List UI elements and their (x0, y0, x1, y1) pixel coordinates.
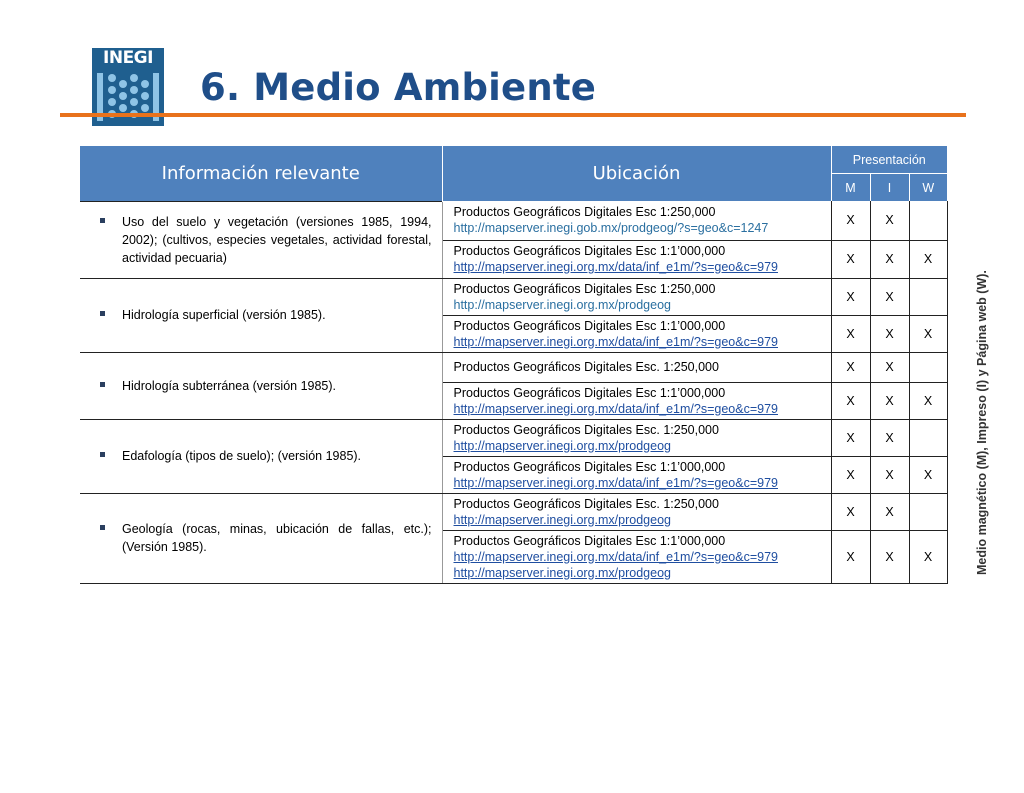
info-cell: Hidrología subterránea (versión 1985). (80, 352, 442, 419)
cell-m: X (831, 419, 870, 456)
cell-i: X (870, 493, 909, 530)
location-cell: Productos Geográficos Digitales Esc. 1:250,000 http://mapserver.inegi.org.mx/prodgeog (442, 493, 831, 530)
cell-w: X (909, 456, 947, 493)
cell-m: X (831, 240, 870, 278)
info-cell: Uso del suelo y vegetación (versiones 1985, 1994, 2002); (cultivos, especies vegetales, actividad forestal, actividad pecuaria) (80, 201, 442, 278)
cell-w: X (909, 240, 947, 278)
location-link[interactable]: http://mapserver.inegi.org.mx/prodgeog (453, 565, 671, 580)
table-body (80, 201, 947, 583)
location-link[interactable]: http://mapserver.inegi.org.mx/data/inf_e1m/?s=geo&c=979 (453, 401, 778, 416)
header-i: I (870, 174, 909, 202)
cell-i: X (870, 278, 909, 315)
table-row (80, 278, 947, 315)
cell-w: X (909, 530, 947, 583)
table-row (80, 201, 947, 240)
location-cell: Productos Geográficos Digitales Esc 1:1’000,000 http://mapserver.inegi.org.mx/data/inf_e1m/?s=geo&c=979 (442, 240, 831, 278)
cell-m: X (831, 315, 870, 352)
location-link[interactable]: http://mapserver.inegi.org.mx/data/inf_e1m/?s=geo&c=979 (453, 549, 778, 564)
table-row (80, 352, 947, 382)
location-cell: Productos Geográficos Digitales Esc 1:1’000,000 http://mapserver.inegi.org.mx/data/inf_e1m/?s=geo&c=979 (442, 456, 831, 493)
location-cell: Productos Geográficos Digitales Esc. 1:250,000 http://mapserver.inegi.org.mx/prodgeog (442, 419, 831, 456)
cell-i: X (870, 315, 909, 352)
location-link[interactable]: http://mapserver.inegi.org.mx/prodgeog (453, 512, 671, 527)
table-row (80, 419, 947, 456)
cell-i: X (870, 382, 909, 419)
environment-table (80, 146, 948, 584)
header-info: Información relevante (80, 146, 442, 201)
cell-w (909, 493, 947, 530)
location-cell: Productos Geográficos Digitales Esc 1:1’000,000 http://mapserver.inegi.org.mx/data/inf_e1m/?s=geo&c=979 http://mapserver.inegi.org.mx/prodgeog (442, 530, 831, 583)
location-link[interactable]: http://mapserver.inegi.gob.mx/prodgeog/?s=geo&c=1247 (453, 221, 769, 236)
header-presentacion: Presentación (831, 146, 947, 174)
location-link[interactable]: http://mapserver.inegi.org.mx/data/inf_e1m/?s=geo&c=979 (453, 260, 778, 274)
info-cell: Geología (rocas, minas, ubicación de fallas, etc.); (Versión 1985). (80, 493, 442, 583)
cell-i: X (870, 201, 909, 240)
cell-m: X (831, 493, 870, 530)
info-cell: Hidrología superficial (versión 1985). (80, 278, 442, 352)
cell-w (909, 278, 947, 315)
bullet-icon (100, 525, 105, 530)
cell-i: X (870, 352, 909, 382)
location-link[interactable]: http://mapserver.inegi.org.mx/prodgeog (453, 438, 671, 453)
cell-i: X (870, 240, 909, 278)
bullet-icon (100, 218, 105, 223)
table-row (80, 493, 947, 530)
header-location: Ubicación (442, 146, 831, 201)
cell-m: X (831, 382, 870, 419)
page-title: 6. Medio Ambiente (200, 66, 597, 109)
cell-m: X (831, 278, 870, 315)
header-m: M (831, 174, 870, 202)
bullet-icon (100, 382, 105, 387)
location-link[interactable]: http://mapserver.inegi.org.mx/data/inf_e1m/?s=geo&c=979 (453, 334, 778, 349)
cell-i: X (870, 530, 909, 583)
inegi-logo-graphic (92, 68, 164, 126)
header-w: W (909, 174, 947, 202)
cell-m: X (831, 456, 870, 493)
cell-w (909, 201, 947, 240)
cell-w (909, 419, 947, 456)
side-note: Medio magnético (M), Impreso (I) y Página web (W). (975, 270, 989, 575)
location-link[interactable]: http://mapserver.inegi.org.mx/data/inf_e1m/?s=geo&c=979 (453, 475, 778, 490)
location-cell: Productos Geográficos Digitales Esc. 1:250,000 (442, 352, 831, 382)
info-cell: Edafología (tipos de suelo); (versión 1985). (80, 419, 442, 493)
location-cell: Productos Geográficos Digitales Esc 1:1’000,000 http://mapserver.inegi.org.mx/data/inf_e1m/?s=geo&c=979 (442, 382, 831, 419)
cell-m: X (831, 530, 870, 583)
cell-i: X (870, 456, 909, 493)
location-cell: Productos Geográficos Digitales Esc 1:250,000 http://mapserver.inegi.org.mx/prodgeog (442, 278, 831, 315)
inegi-logo-text: INEGI (92, 48, 164, 68)
location-link[interactable]: http://mapserver.inegi.org.mx/prodgeog (453, 297, 671, 312)
location-cell: Productos Geográficos Digitales Esc 1:1’000,000 http://mapserver.inegi.org.mx/data/inf_e1m/?s=geo&c=979 (442, 315, 831, 352)
location-cell: Productos Geográficos Digitales Esc 1:250,000 http://mapserver.inegi.gob.mx/prodgeog/?s=geo&c=1247 (442, 201, 831, 240)
bullet-icon (100, 452, 105, 457)
cell-w (909, 352, 947, 382)
cell-i: X (870, 419, 909, 456)
title-underline (60, 113, 966, 117)
cell-w: X (909, 315, 947, 352)
cell-m: X (831, 352, 870, 382)
cell-w: X (909, 382, 947, 419)
cell-m: X (831, 201, 870, 240)
bullet-icon (100, 311, 105, 316)
